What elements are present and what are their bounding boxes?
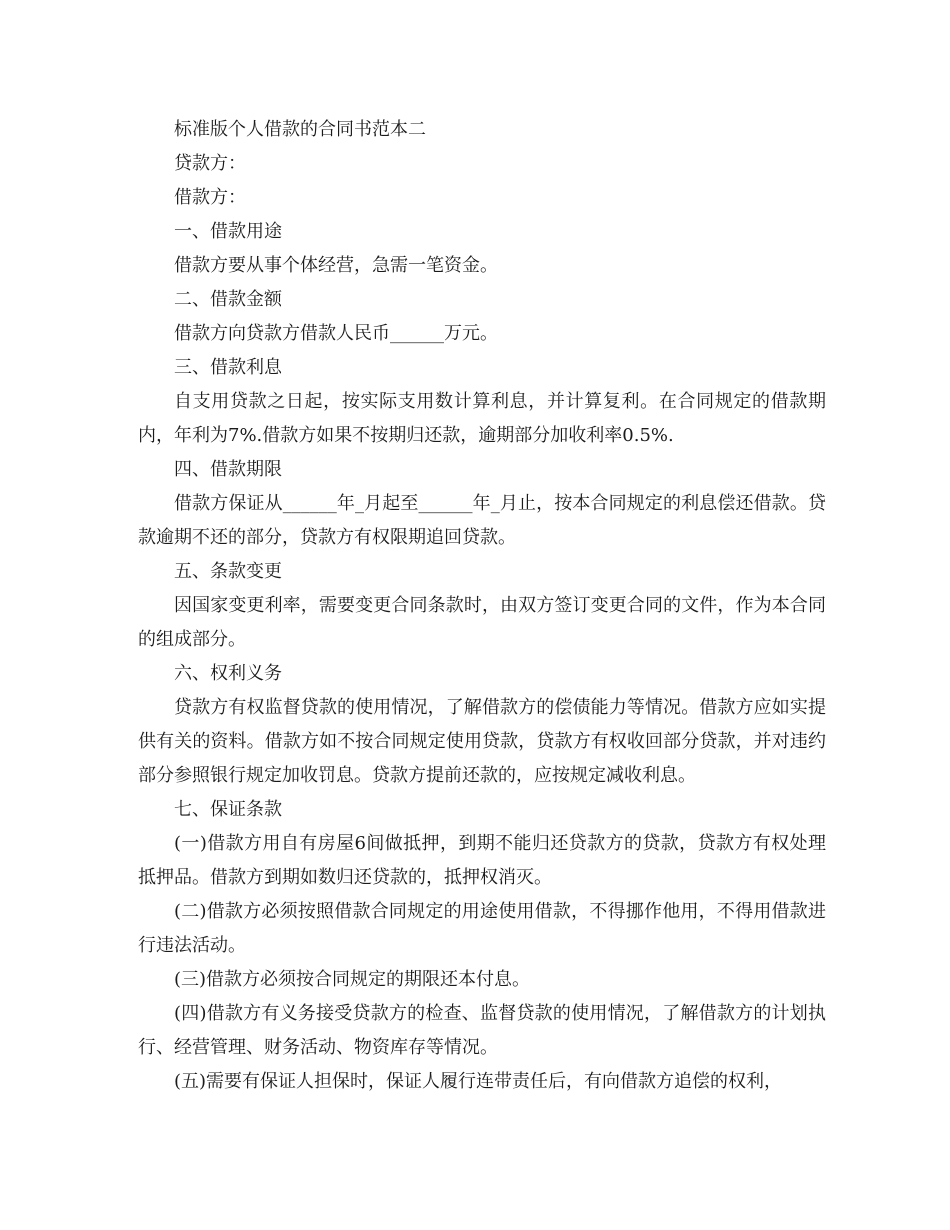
borrower-label: 借款方： <box>174 187 246 208</box>
section-paragraph: (五)需要有保证人担保时，保证人履行连带责任后，有向借款方追偿的权利， <box>174 1071 783 1092</box>
section-paragraph: 自支用贷款之日起，按实际支用数计算利息，并计算复利。在合同规定的借款期内，年利为7%.借款方如果不按期归还款，逾期部分加收利率0.5%. <box>138 391 826 446</box>
section-paragraph: 贷款方有权监督贷款的使用情况，了解借款方的偿债能力等情况。借款方应如实提供有关的资料。借款方如不按合同规定使用贷款，贷款方有权收回部分贷款，并对违约部分参照银行规定加收罚息。贷款方提前还款的，应按规定减收利息。 <box>138 697 826 786</box>
section-heading: 六、权利义务 <box>174 663 282 684</box>
section-heading: 五、条款变更 <box>174 561 282 582</box>
section-paragraph: (一)借款方用自有房屋6间做抵押，到期不能归还贷款方的贷款，贷款方有权处理抵押品。借款方到期如数归还贷款的，抵押权消灭。 <box>138 833 826 888</box>
section-paragraph: 借款方向贷款方借款人民币______万元。 <box>174 323 498 344</box>
section-paragraph: (四)借款方有义务接受贷款方的检查、监督贷款的使用情况，了解借款方的计划执行、经营管理、财务活动、物资库存等情况。 <box>138 1003 826 1058</box>
document-title: 标准版个人借款的合同书范本二 <box>174 119 426 140</box>
section-heading: 四、借款期限 <box>174 459 282 480</box>
lender-label: 贷款方： <box>174 153 246 174</box>
section-paragraph: 借款方要从事个体经营，急需一笔资金。 <box>174 255 498 276</box>
section-paragraph: 因国家变更利率，需要变更合同条款时，由双方签订变更合同的文件，作为本合同的组成部分。 <box>138 595 826 650</box>
section-paragraph: 借款方保证从______年_月起至______年_月止，按本合同规定的利息偿还借款。贷款逾期不还的部分，贷款方有权限期追回贷款。 <box>138 493 826 548</box>
section-heading: 一、借款用途 <box>174 221 282 242</box>
section-heading: 七、保证条款 <box>174 799 282 820</box>
section-paragraph: (二)借款方必须按照借款合同规定的用途使用借款，不得挪作他用，不得用借款进行违法活动。 <box>138 901 826 956</box>
section-heading: 三、借款利息 <box>174 357 282 378</box>
section-paragraph: (三)借款方必须按合同规定的期限还本付息。 <box>174 969 531 990</box>
document-body <box>138 113 826 1099</box>
section-heading: 二、借款金额 <box>174 289 282 310</box>
